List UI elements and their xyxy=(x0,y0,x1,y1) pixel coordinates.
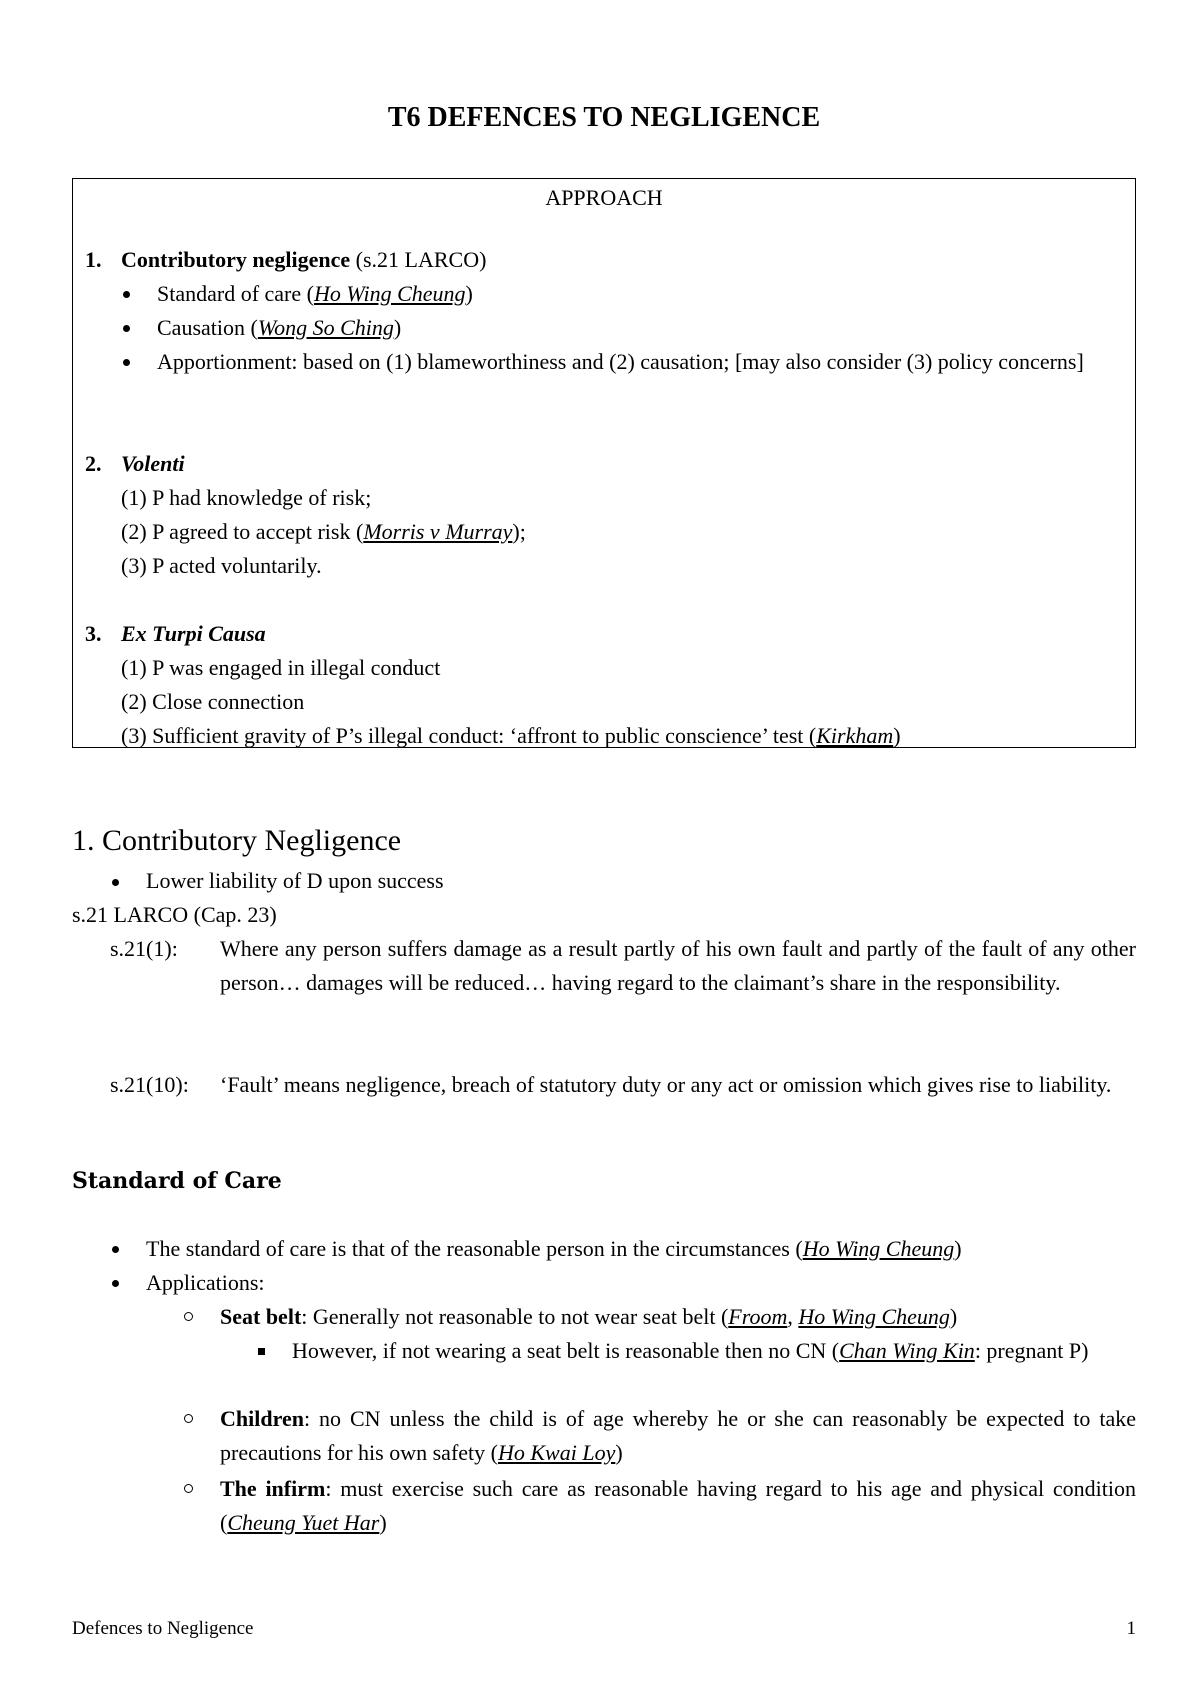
approach-item-2-label: Volenti xyxy=(121,451,185,476)
approach-item-1-bullet-1 xyxy=(157,277,473,311)
approach-item-1-number: 1. xyxy=(85,247,102,272)
sub-sub-bullet-icon xyxy=(258,1348,265,1355)
bullet-text: ) xyxy=(393,315,402,340)
approach-item-3-label: Ex Turpi Causa xyxy=(121,621,266,646)
approach-item-1-ref: (s.21 LARCO) xyxy=(355,247,487,272)
bullet-icon xyxy=(112,1280,119,1287)
infirm-item xyxy=(220,1472,1136,1540)
statute-reference: s.21 LARCO (Cap. 23) xyxy=(72,902,277,927)
approach-item-2-line-3: (3) P acted voluntarily. xyxy=(121,553,322,578)
item-text: However, if not wearing a seat belt is reasonable then no CN ( xyxy=(292,1338,840,1363)
approach-box xyxy=(72,178,1136,748)
case-name: Wong So Ching xyxy=(257,315,394,340)
case-name: Ho Kwai Loy xyxy=(497,1440,616,1465)
case-name: Morris v Murray xyxy=(363,519,513,544)
bullet-icon xyxy=(123,291,130,298)
children-item xyxy=(220,1402,1136,1470)
bullet-text: The standard of care is that of the reasonable person in the circumstances ( xyxy=(146,1236,803,1261)
sub-bullet-icon xyxy=(184,1414,193,1423)
item-text: : Generally not reasonable to not wear seat belt ( xyxy=(301,1304,729,1329)
provision-text: Where any person suffers damage as a result partly of his own fault and partly of the fault of any other person… damages will be reduced… having regard to the claimant’s share in the responsibility. xyxy=(220,936,1136,995)
bullet-text: Causation ( xyxy=(157,315,258,340)
footer-title: Defences to Negligence xyxy=(72,1618,254,1639)
approach-heading: APPROACH xyxy=(545,185,663,210)
line-text: ) xyxy=(893,723,901,748)
item-text: ) xyxy=(949,1304,958,1329)
case-name: Cheung Yuet Har xyxy=(227,1510,380,1535)
section-1-heading: 1. Contributory Negligence xyxy=(72,824,402,857)
sub-bullet-icon xyxy=(184,1484,193,1493)
case-name: Ho Wing Cheung xyxy=(313,281,466,306)
case-name: Ho Wing Cheung xyxy=(802,1236,955,1261)
item-text: , xyxy=(787,1304,799,1329)
standard-of-care-bullet-2: Applications: xyxy=(146,1270,265,1295)
standard-of-care-heading: Standard of Care xyxy=(72,1168,282,1194)
item-text: : must exercise such care as reasonable having regard to his age and physical condition ( xyxy=(220,1476,1136,1535)
seat-belt-exception xyxy=(292,1334,1136,1368)
bullet-icon xyxy=(112,1246,119,1253)
provision-label: s.21(10): xyxy=(110,1072,189,1097)
item-text: ) xyxy=(615,1440,623,1465)
case-name: Chan Wing Kin xyxy=(839,1338,975,1363)
seat-belt-label: Seat belt xyxy=(220,1304,302,1329)
approach-item-1-heading xyxy=(121,243,486,277)
approach-item-2-line-2 xyxy=(121,515,526,549)
approach-item-2-number: 2. xyxy=(85,451,102,476)
sub-bullet-icon xyxy=(184,1312,193,1321)
approach-item-3-line-2: (2) Close connection xyxy=(121,689,305,714)
item-text: : pregnant P) xyxy=(974,1338,1089,1363)
standard-of-care-bullet-1 xyxy=(146,1232,962,1266)
bullet-icon xyxy=(123,325,130,332)
approach-item-2-line-1: (1) P had knowledge of risk; xyxy=(121,485,372,510)
provision-text: ‘Fault’ means negligence, breach of statutory duty or any act or omission which gives rise to liability. xyxy=(220,1072,1112,1097)
case-name: Kirkham xyxy=(816,723,894,748)
bullet-text: ) xyxy=(465,281,473,306)
provision-label: s.21(1): xyxy=(110,936,178,961)
approach-item-1-bullet-3: Apportionment: based on (1) blameworthiness and (2) causation; [may also consider (3) policy concerns] xyxy=(157,349,1084,374)
approach-item-1-label: Contributory negligence xyxy=(121,247,351,272)
bullet-text: ) xyxy=(954,1236,962,1261)
approach-item-3-number: 3. xyxy=(85,621,102,646)
section-1-bullet: Lower liability of D upon success xyxy=(146,868,444,893)
item-text: : no CN unless the child is of age whereby he or she can reasonably be expected to take precautions for his own safety ( xyxy=(220,1406,1136,1465)
approach-item-3-line-3 xyxy=(121,719,901,753)
approach-item-1-bullet-2 xyxy=(157,311,401,345)
line-text: ); xyxy=(512,519,526,544)
approach-item-3-line-1: (1) P was engaged in illegal conduct xyxy=(121,655,441,680)
seat-belt-item xyxy=(220,1300,957,1334)
item-text: ) xyxy=(379,1510,387,1535)
bullet-icon xyxy=(123,359,130,366)
infirm-label: The infirm xyxy=(220,1476,326,1501)
page-number: 1 xyxy=(1126,1618,1136,1639)
case-name: Ho Wing Cheung xyxy=(798,1304,950,1329)
bullet-text: Standard of care ( xyxy=(157,281,314,306)
page-title: T6 DEFENCES TO NEGLIGENCE xyxy=(387,102,821,133)
line-text: (2) P agreed to accept risk ( xyxy=(121,519,364,544)
children-label: Children xyxy=(220,1406,304,1431)
bullet-icon xyxy=(112,879,119,886)
line-text: (3) Sufficient gravity of P’s illegal conduct: ‘affront to public conscience’ test ( xyxy=(121,723,817,748)
case-name: Froom xyxy=(728,1304,788,1329)
